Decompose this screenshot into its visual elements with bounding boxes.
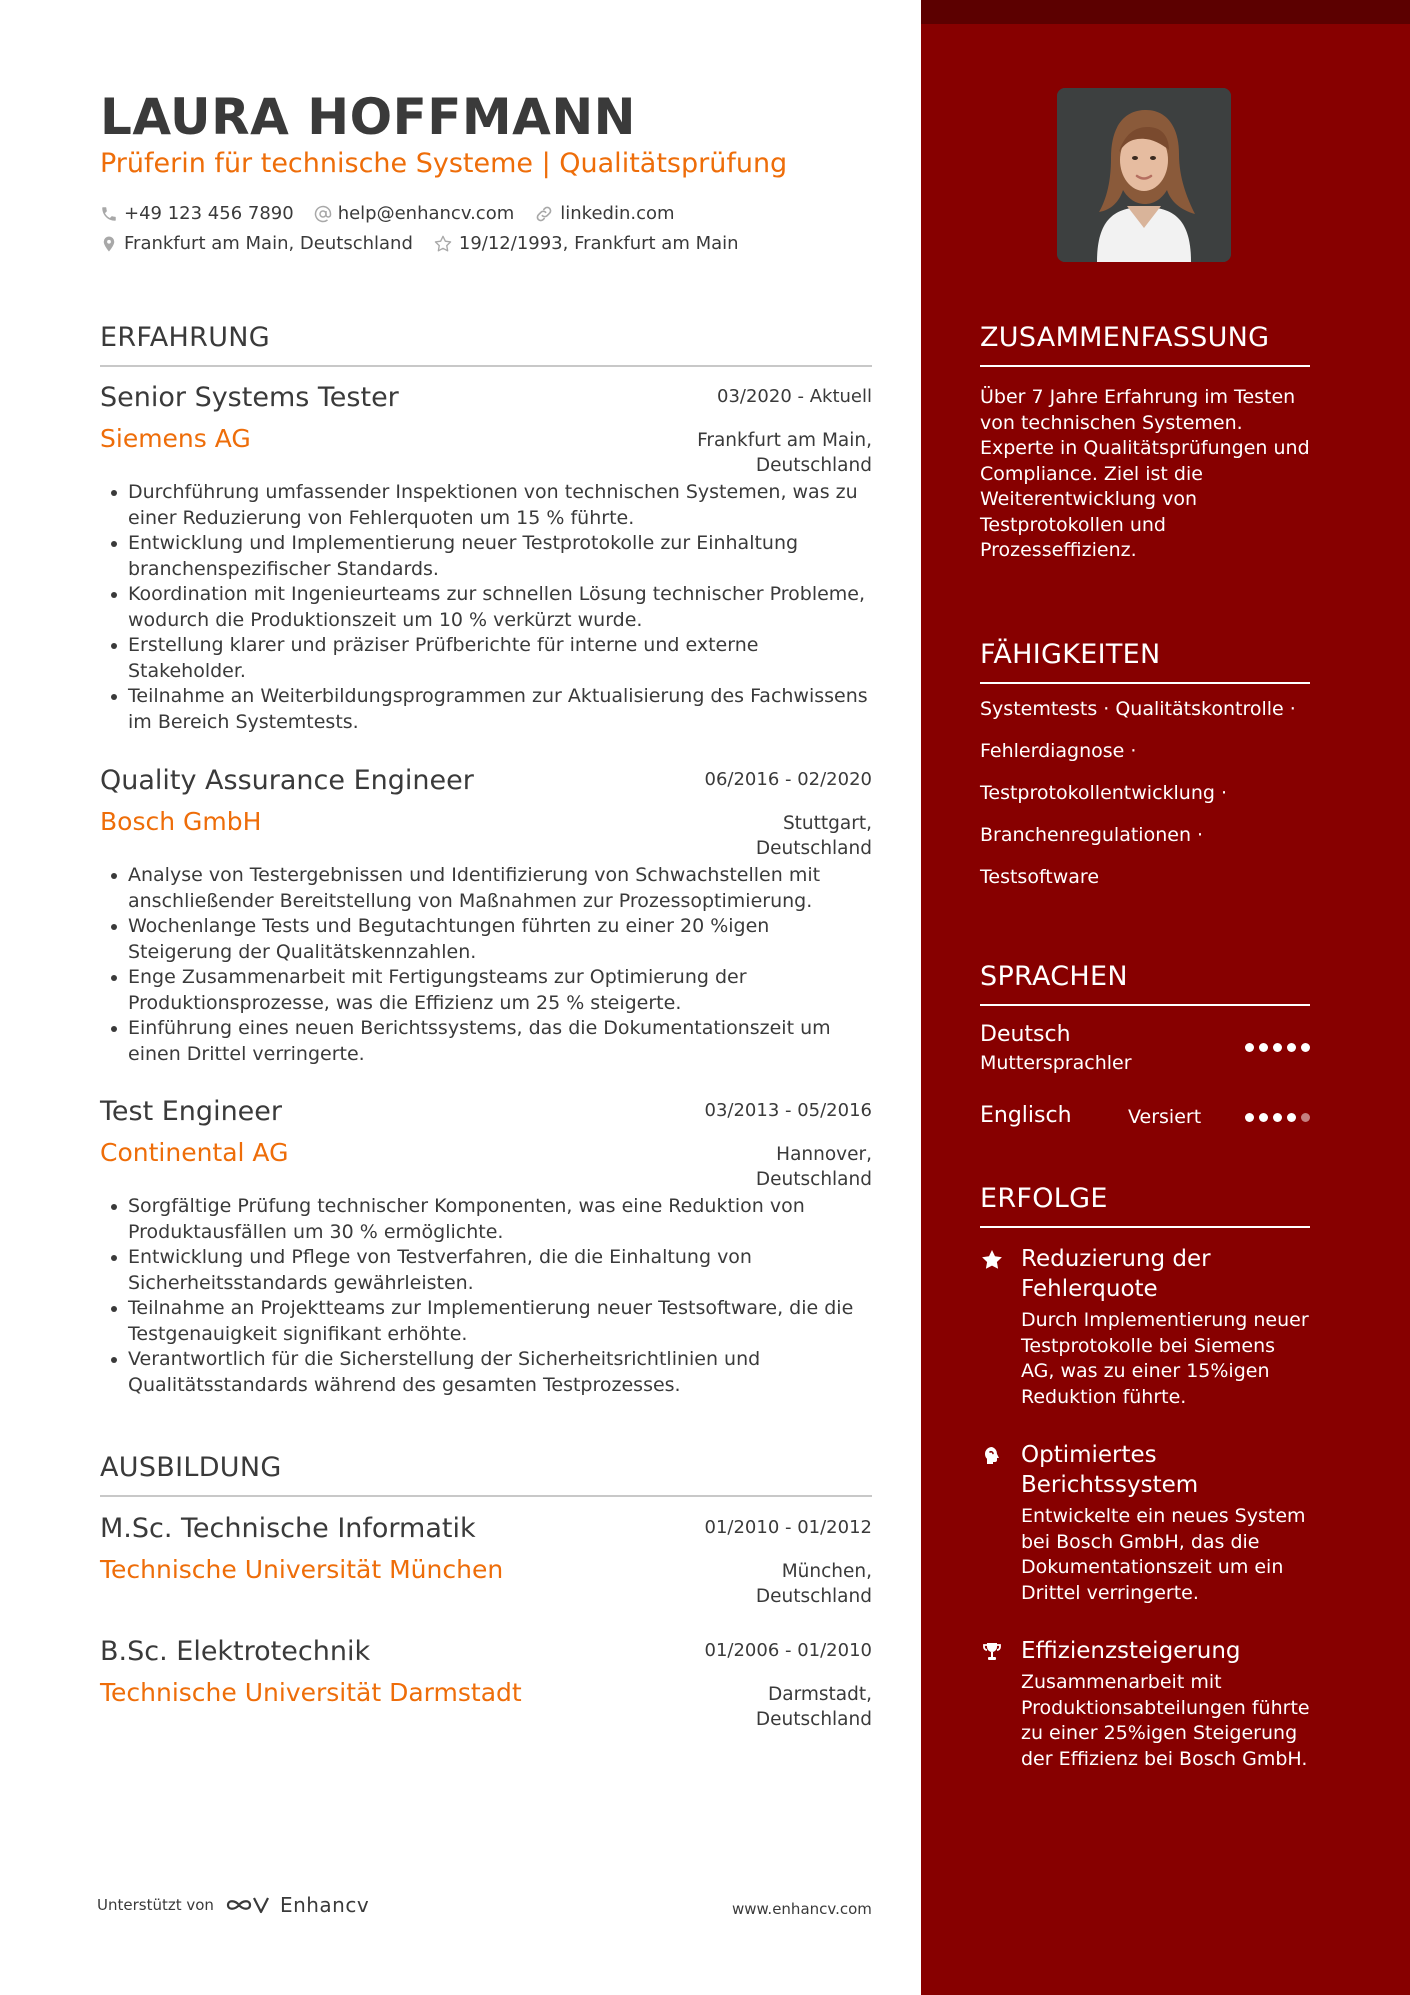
enhancv-logo-icon xyxy=(224,1893,272,1917)
achievement-title: Effizienzsteigerung xyxy=(1021,1638,1241,1664)
job-date: 06/2016 - 02/2020 xyxy=(704,769,872,790)
rating-dot-filled xyxy=(1259,1113,1268,1122)
bullet-item: Durchführung umfassender Inspektionen von technischen Systemen, was zu einer Reduzierung von Fehlerquoten um 15 % führte. xyxy=(100,480,872,531)
footer-website[interactable]: www.enhancv.com xyxy=(732,1900,872,1918)
skills-heading: FÄHIGKEITEN xyxy=(980,639,1310,684)
job-title: Senior Systems Tester xyxy=(100,382,399,413)
skill-line: Fehlerdiagnose · xyxy=(980,740,1137,762)
bullet-item: Sorgfältige Prüfung technischer Komponenten, was eine Reduktion von Produktausfällen um 30 % ermöglichte. xyxy=(100,1194,872,1245)
link-icon xyxy=(534,204,554,224)
language-name: Deutsch xyxy=(980,1022,1071,1047)
skill-line: Branchenregulationen · xyxy=(980,824,1204,846)
degree-title: M.Sc. Technische Informatik xyxy=(100,1513,476,1544)
school-name: Technische Universität München xyxy=(100,1555,504,1584)
achievement-item xyxy=(980,1440,1310,1606)
sidebar xyxy=(921,0,1410,1995)
at-icon xyxy=(314,205,332,223)
summary-text: Über 7 Jahre Erfahrung im Testen von technischen Systemen. Experte in Qualitätsprüfungen und Compliance. Ziel ist die Weiterentwicklung von Testprotokollen und Prozesseffizienz. xyxy=(980,386,1310,561)
bullet-item: Teilnahme an Weiterbildungsprogrammen zur Aktualisierung des Fachwissens im Bereich Systemtests. xyxy=(100,684,872,735)
achievements-heading: ERFOLGE xyxy=(980,1183,1310,1228)
education-location xyxy=(632,1559,872,1609)
contact-phone[interactable] xyxy=(100,203,294,224)
phone-text: +49 123 456 7890 xyxy=(124,203,294,224)
job-entry xyxy=(100,765,872,1067)
trophy-icon xyxy=(980,1640,1004,1664)
job-date: 03/2020 - Aktuell xyxy=(717,386,872,407)
main-column xyxy=(100,0,872,1995)
candidate-title: Prüferin für technische Systeme | Qualitätsprüfung xyxy=(100,148,788,179)
job-bullets xyxy=(100,1194,872,1398)
languages-heading: SPRACHEN xyxy=(980,961,1310,1006)
birth-text: 19/12/1993, Frankfurt am Main xyxy=(458,233,739,254)
language-entry xyxy=(980,1022,1310,1078)
bullet-item: Wochenlange Tests und Begutachtungen führten zu einer 20 %igen Steigerung der Qualitätskennzahlen. xyxy=(100,914,872,965)
powered-by-text: Unterstützt von xyxy=(97,1896,214,1914)
location-text: Frankfurt am Main, Deutschland xyxy=(124,233,413,254)
achievement-desc: Entwickelte ein neues System bei Bosch GmbH, das die Dokumentationszeit um ein Drittel verringerte. xyxy=(1021,1505,1306,1604)
contact-location xyxy=(100,233,413,254)
brain-icon xyxy=(980,1444,1004,1468)
job-title: Test Engineer xyxy=(100,1096,282,1127)
contact-linkedin[interactable] xyxy=(534,203,674,224)
contact-row-1 xyxy=(100,203,695,224)
job-location xyxy=(632,428,872,478)
rating-dot-filled xyxy=(1301,1043,1310,1052)
education-location-country: Deutschland xyxy=(755,1709,872,1730)
bullet-item: Entwicklung und Pflege von Testverfahren, die die Einhaltung von Sicherheitsstandards gewährleisten. xyxy=(100,1245,872,1296)
skill-line: Systemtests · Qualitätskontrolle · xyxy=(980,698,1296,720)
sidebar-top-band xyxy=(921,0,1410,24)
rating-dot-empty xyxy=(1301,1113,1310,1122)
bullet-item: Erstellung klarer und präziser Prüfberichte für interne und externe Stakeholder. xyxy=(100,633,872,684)
job-bullets xyxy=(100,863,872,1067)
job-location xyxy=(632,811,872,861)
bullet-item: Analyse von Testergebnissen und Identifizierung von Schwachstellen mit anschließender Bereitstellung von Maßnahmen zur Prozessoptimierung. xyxy=(100,863,872,914)
job-location-city: Hannover, xyxy=(776,1144,872,1165)
contact-row-2 xyxy=(100,233,759,254)
job-entry xyxy=(100,1096,872,1398)
star-icon xyxy=(980,1248,1004,1272)
school-name: Technische Universität Darmstadt xyxy=(100,1678,522,1707)
bullet-item: Verantwortlich für die Sicherstellung der Sicherheitsrichtlinien und Qualitätsstandards während des gesamten Testprozesses. xyxy=(100,1347,872,1398)
contact-email[interactable] xyxy=(314,203,515,224)
star-outline-icon xyxy=(433,234,453,254)
education-date: 01/2010 - 01/2012 xyxy=(704,1517,872,1538)
education-location-city: München, xyxy=(781,1561,872,1582)
achievement-title: Optimiertes Berichtssystem xyxy=(1021,1442,1199,1498)
job-location-country: Deutschland xyxy=(755,1169,872,1190)
rating-dot-filled xyxy=(1287,1043,1296,1052)
bullet-item: Enge Zusammenarbeit mit Fertigungsteams zur Optimierung der Produktionsprozesse, was die Effizienz um 25 % steigerte. xyxy=(100,965,872,1016)
contact-birth xyxy=(433,233,739,254)
rating-dot-filled xyxy=(1245,1043,1254,1052)
location-pin-icon xyxy=(100,235,118,253)
job-location-city: Stuttgart, xyxy=(782,813,872,834)
job-location-country: Deutschland xyxy=(755,838,872,859)
job-title: Quality Assurance Engineer xyxy=(100,765,474,796)
achievement-title: Reduzierung der Fehlerquote xyxy=(1021,1246,1211,1302)
education-date: 01/2006 - 01/2010 xyxy=(704,1640,872,1661)
job-company: Bosch GmbH xyxy=(100,807,262,836)
education-location xyxy=(632,1682,872,1732)
skill-line: Testprotokollentwicklung · xyxy=(980,782,1228,804)
job-location xyxy=(632,1142,872,1192)
summary-heading: ZUSAMMENFASSUNG xyxy=(980,322,1310,367)
bullet-item: Teilnahme an Projektteams zur Implementierung neuer Testsoftware, die die Testgenauigkeit signifikant erhöhte. xyxy=(100,1296,872,1347)
language-level: Muttersprachler xyxy=(980,1052,1132,1074)
profile-photo xyxy=(1057,88,1231,262)
language-entry xyxy=(980,1103,1310,1133)
job-date: 03/2013 - 05/2016 xyxy=(704,1100,872,1121)
bullet-item: Entwicklung und Implementierung neuer Testprotokolle zur Einhaltung branchenspezifischer Standards. xyxy=(100,531,872,582)
job-bullets xyxy=(100,480,872,735)
brand-name: Enhancv xyxy=(279,1893,370,1917)
bullet-item: Koordination mit Ingenieurteams zur schnellen Lösung technischer Probleme, wodurch die Produktionszeit um 10 % verkürzt wurde. xyxy=(100,582,872,633)
language-name: Englisch xyxy=(980,1103,1072,1128)
experience-heading: ERFAHRUNG xyxy=(100,322,872,367)
phone-icon xyxy=(100,205,118,223)
portrait-image xyxy=(1057,88,1231,262)
bullet-item: Einführung eines neuen Berichtssystems, das die Dokumentationszeit um einen Drittel verringerte. xyxy=(100,1016,872,1067)
email-text: help@enhancv.com xyxy=(337,203,515,224)
degree-title: B.Sc. Elektrotechnik xyxy=(100,1636,371,1667)
rating-dot-filled xyxy=(1273,1043,1282,1052)
education-heading: AUSBILDUNG xyxy=(100,1452,872,1497)
rating-dot-filled xyxy=(1245,1113,1254,1122)
education-entry xyxy=(100,1513,872,1611)
achievement-desc: Zusammenarbeit mit Produktionsabteilungen führte zu einer 25%igen Steigerung der Effizienz bei Bosch GmbH. xyxy=(1021,1671,1310,1770)
job-company: Siemens AG xyxy=(100,424,251,453)
skills-list xyxy=(980,698,1320,908)
job-location-country: Deutschland xyxy=(755,455,872,476)
rating-dot-filled xyxy=(1259,1043,1268,1052)
linkedin-text: linkedin.com xyxy=(560,203,675,224)
skill-line: Testsoftware xyxy=(980,866,1100,888)
achievement-desc: Durch Implementierung neuer Testprotokolle bei Siemens AG, was zu einer 15%igen Reduktion führte. xyxy=(1021,1309,1309,1408)
job-company: Continental AG xyxy=(100,1138,289,1167)
candidate-name: LAURA HOFFMANN xyxy=(100,88,637,146)
language-rating xyxy=(1240,1043,1310,1052)
education-entry xyxy=(100,1636,872,1734)
rating-dot-filled xyxy=(1273,1113,1282,1122)
achievement-item xyxy=(980,1244,1310,1410)
education-location-city: Darmstadt, xyxy=(768,1684,872,1705)
language-level: Versiert xyxy=(1128,1106,1202,1128)
job-location-city: Frankfurt am Main, xyxy=(697,430,872,451)
achievement-item xyxy=(980,1636,1310,1772)
rating-dot-filled xyxy=(1287,1113,1296,1122)
education-location-country: Deutschland xyxy=(755,1586,872,1607)
footer-powered-by[interactable] xyxy=(97,1893,369,1917)
job-entry xyxy=(100,382,872,735)
language-rating xyxy=(1240,1113,1310,1122)
